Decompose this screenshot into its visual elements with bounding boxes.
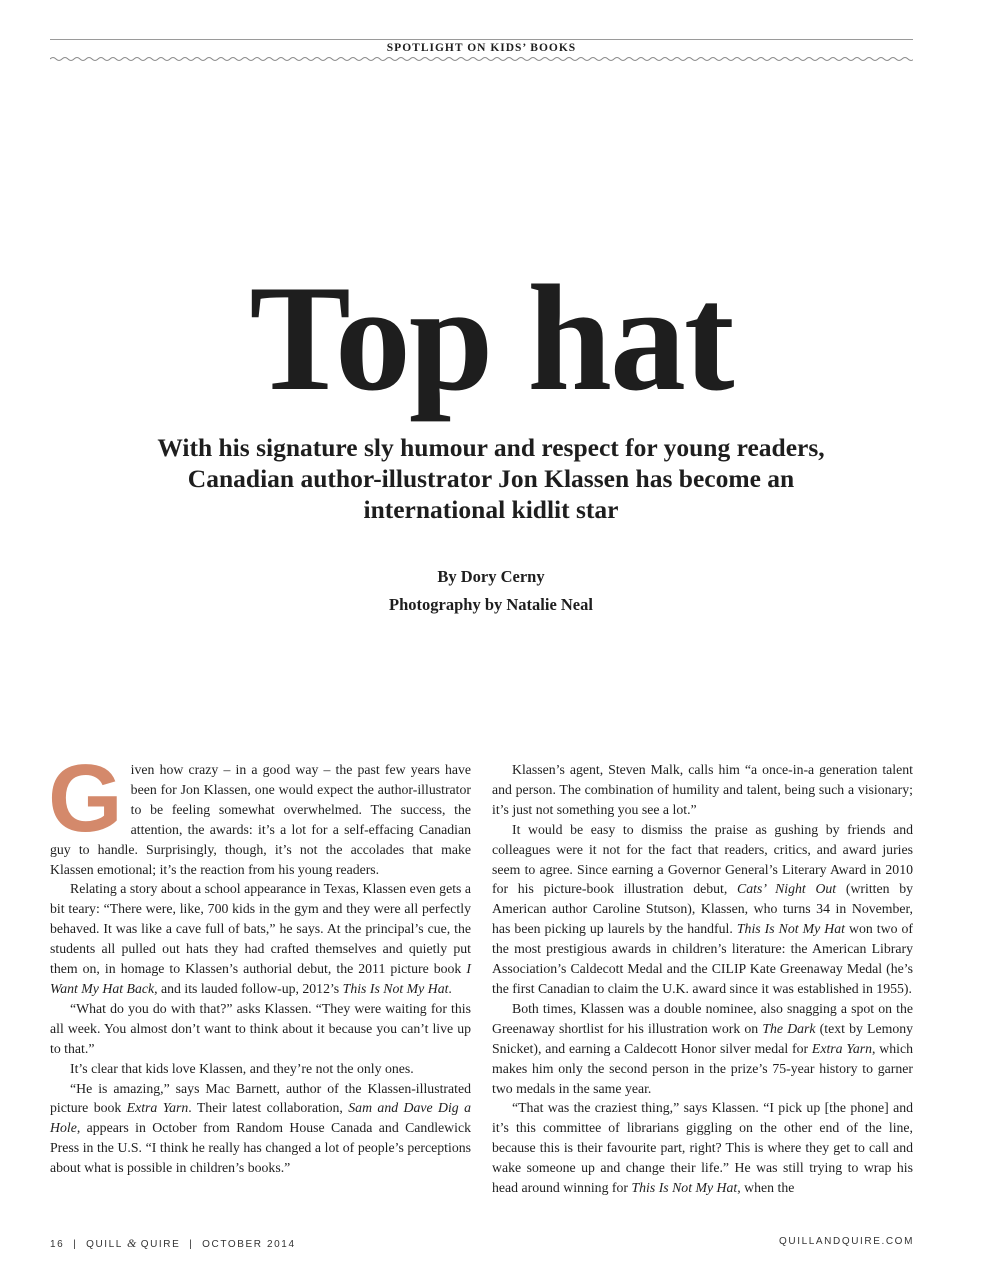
body-column-right — [492, 760, 913, 1198]
paragraph: It’s clear that kids love Klassen, and they’re not the only ones. — [70, 1060, 414, 1076]
paragraph: It would be easy to dismiss the praise as gushing by friends and colleagues were it not for the fact that readers, critics, and award juries seem to agree. Since earning a Governor General’s Literary Award in 2010 for his picture-book illustration debut, Cats’ Night Out (written by American author Caroline Stutson), Klassen, who turns 34 in November, has been picking up laurels by the handful. This Is Not My Hat won two of the most prestigious awards in children’s literature: the American Library Association’s Caldecott Medal and the CILIP Kate Greenaway Medal (he’s the first Canadian to claim the U.K. award since it was established in 1955). — [492, 821, 914, 996]
article-dek: With his signature sly humour and respect for young readers, Canadian author-illustrator Jon Klassen has become an international kidlit star — [157, 433, 825, 524]
footer-folio: 16 | QUILL & QUIRE | OCTOBER 2014 — [50, 1236, 296, 1250]
drop-cap: G — [48, 745, 123, 852]
section-label: SPOTLIGHT ON KIDS’ BOOKS — [386, 42, 577, 54]
wavy-divider — [50, 55, 913, 63]
footer-website: QUILLANDQUIRE.COM — [779, 1236, 914, 1247]
issue-date: OCTOBER 2014 — [202, 1239, 296, 1250]
paragraph: Given how crazy – in a good way – the past few years have been for Jon Klassen, one would expect the author-illustrator to be feeling somewhat overwhelmed. The success, the attention, the awards: it’s a lot for a self-effacing Canadian guy to handle. Surprisingly, though, it’s not the accolades that make Klassen emotional; it’s the reaction from his young readers. — [48, 745, 471, 877]
magazine-name: QUILL & QUIRE — [86, 1236, 181, 1250]
paragraph: Relating a story about a school appearance in Texas, Klassen even gets a bit teary: “There were, like, 700 kids in the gym and they were all perfectly behaved. It was like a cave full of bats,” he says. At the principal’s cue, the students all pulled out hats they had crafted themselves and quietly put them on, in homage to Klassen’s authorial debut, the 2011 picture book I Want My Hat Back, and its lauded follow-up, 2012’s This Is Not My Hat. — [50, 881, 471, 996]
page-number: 16 — [50, 1239, 65, 1250]
byline-photographer: Photography by Natalie Neal — [389, 595, 593, 614]
paragraph: Klassen’s agent, Steven Malk, calls him “a once-in-a generation talent and person. The combination of humility and talent, being such a visionary; it’s just not something you see a lot.” — [492, 762, 913, 817]
byline-author: By Dory Cerny — [437, 567, 545, 586]
paragraph: Both times, Klassen was a double nominee, also snagging a spot on the Greenaway shortlist for his illustration work on The Dark (text by Lemony Snicket), and earning a Caldecott Honor silver medal for Extra Yarn, which makes him only the second person in the prize’s 75-year history to garner two medals in the same year. — [492, 1000, 914, 1096]
body-column-left — [48, 745, 471, 1178]
article-title: Top hat — [249, 254, 733, 422]
paragraph: “That was the craziest thing,” says Klassen. “I pick up [the phone] and it’s this committee of librarians giggling on the other end of the line, because this is their favourite part, right? This is where they get to call and wake someone up and change their life.” He was still trying to wrap his head around winning for This Is Not My Hat, when the — [492, 1100, 913, 1196]
header-rule — [50, 39, 913, 40]
paragraph: “He is amazing,” says Mac Barnett, author of the Klassen-illustrated picture book Extra Yarn. Their latest collaboration, Sam and Dave Dig a Hole, appears in October from Random House Canada and Candlewick Press in the U.S. “I think he really has changed a lot of people’s perceptions about what is possible in children’s books.” — [50, 1080, 471, 1176]
paragraph: “What do you do with that?” asks Klassen. “They were waiting for this all week. You almost don’t want to think about it because you can’t live up to that.” — [50, 1000, 471, 1056]
